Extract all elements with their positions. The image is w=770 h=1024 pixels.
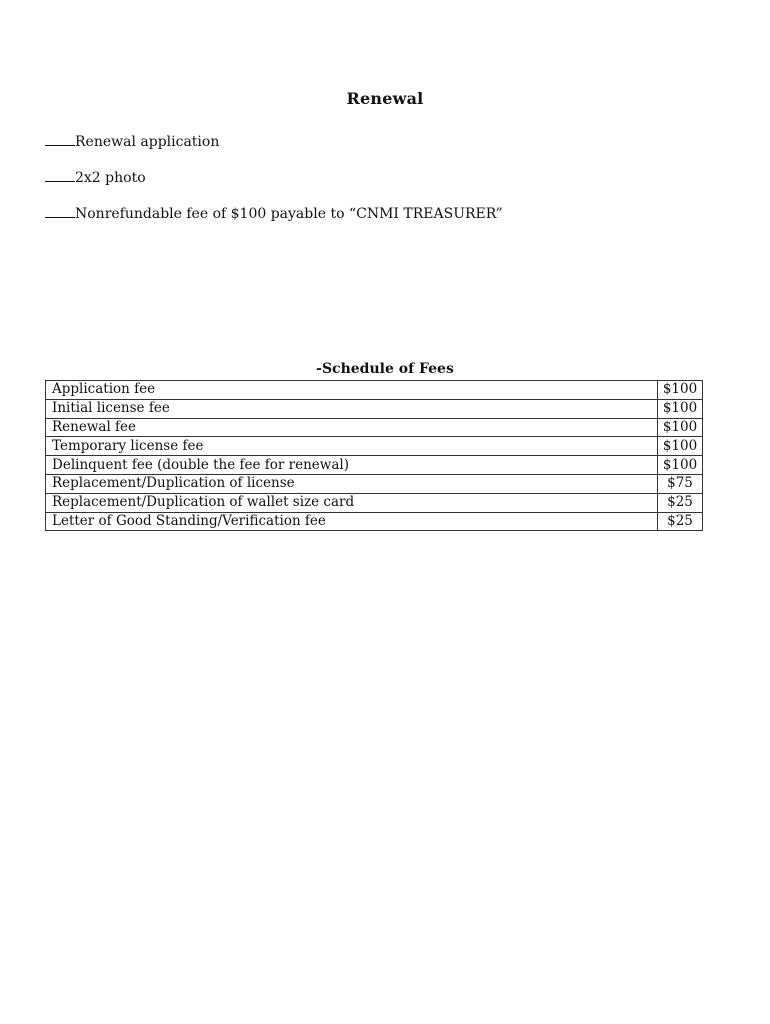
table-row [46, 399, 703, 418]
table-row [46, 474, 703, 493]
fee-label: Replacement/Duplication of license [46, 474, 658, 493]
table-row [46, 418, 703, 437]
requirements-checklist [45, 131, 725, 239]
table-row [46, 493, 703, 512]
table-row [46, 512, 703, 531]
fee-amount: $100 [658, 456, 703, 475]
fee-amount: $100 [658, 437, 703, 456]
fee-amount: $100 [658, 418, 703, 437]
fee-label: Renewal fee [46, 418, 658, 437]
checklist-item-label: 2x2 photo [75, 170, 146, 186]
checklist-item-renewal-application [45, 131, 725, 167]
fee-label: Replacement/Duplication of wallet size card [46, 493, 658, 512]
fee-amount: $75 [658, 474, 703, 493]
fee-label: Letter of Good Standing/Verification fee [46, 512, 658, 531]
checklist-item-photo [45, 167, 725, 203]
fee-label: Initial license fee [46, 399, 658, 418]
table-row [46, 381, 703, 400]
fee-amount: $25 [658, 512, 703, 531]
table-row [46, 456, 703, 475]
table-row [46, 437, 703, 456]
fees-table [45, 380, 703, 531]
fee-amount: $100 [658, 381, 703, 400]
checkbox-blank-line [45, 131, 75, 146]
checkbox-blank-line [45, 203, 75, 218]
checklist-item-fee [45, 203, 725, 239]
page-title: Renewal [346, 89, 424, 108]
fee-amount: $25 [658, 493, 703, 512]
fee-label: Temporary license fee [46, 437, 658, 456]
checkbox-blank-line [45, 167, 75, 182]
fee-label: Delinquent fee (double the fee for renewal) [46, 456, 658, 475]
checklist-item-label: Nonrefundable fee of $100 payable to “CNMI TREASURER” [75, 206, 503, 222]
fee-amount: $100 [658, 399, 703, 418]
fee-label: Application fee [46, 381, 658, 400]
fees-schedule-title: -Schedule of Fees [316, 361, 454, 377]
checklist-item-label: Renewal application [75, 134, 220, 150]
